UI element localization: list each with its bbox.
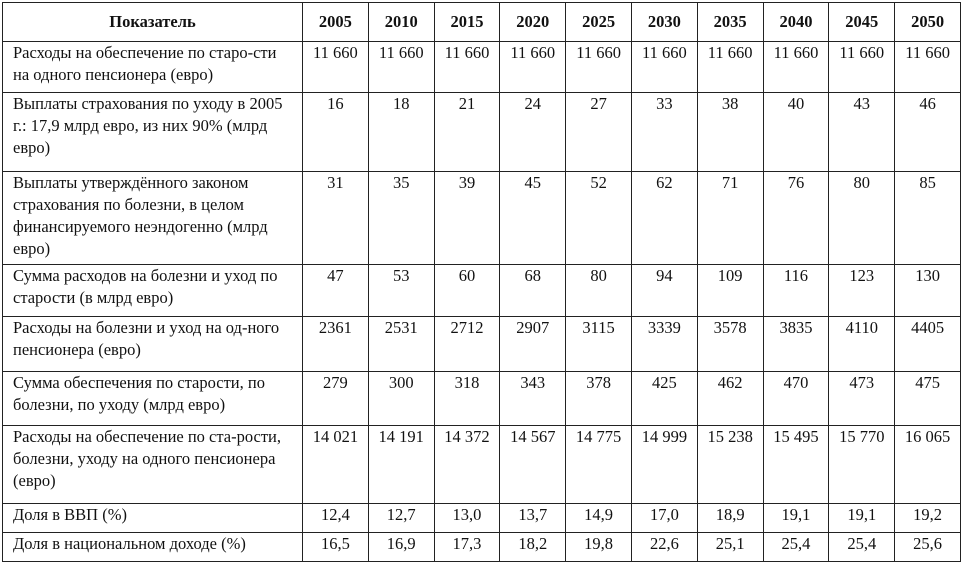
- table-row: [3, 533, 961, 562]
- table-cell: 76: [763, 172, 829, 265]
- table-cell: 19,1: [829, 504, 895, 533]
- row-label: Расходы на обеспечение по ста-рости, болезни, уходу на одного пенсионера (евро): [3, 426, 303, 504]
- table-row: [3, 504, 961, 533]
- table-cell: 14 372: [434, 426, 500, 504]
- table-cell: 11 660: [368, 42, 434, 93]
- table-cell: 47: [303, 265, 369, 317]
- table-cell: 19,8: [566, 533, 632, 562]
- table-row: [3, 317, 961, 372]
- table-cell: 38: [697, 93, 763, 172]
- header-year: 2045: [829, 3, 895, 42]
- table-cell: 25,6: [895, 533, 961, 562]
- table-cell: 18,9: [697, 504, 763, 533]
- table-row: [3, 265, 961, 317]
- table-cell: 19,1: [763, 504, 829, 533]
- table-cell: 462: [697, 372, 763, 426]
- table-cell: 470: [763, 372, 829, 426]
- table-cell: 11 660: [829, 42, 895, 93]
- table-cell: 14 191: [368, 426, 434, 504]
- table-cell: 2531: [368, 317, 434, 372]
- table-cell: 62: [631, 172, 697, 265]
- table-cell: 35: [368, 172, 434, 265]
- table-cell: 11 660: [303, 42, 369, 93]
- table-cell: 16,5: [303, 533, 369, 562]
- table-cell: 4110: [829, 317, 895, 372]
- table-cell: 80: [829, 172, 895, 265]
- table-cell: 85: [895, 172, 961, 265]
- table-cell: 11 660: [566, 42, 632, 93]
- table-cell: 15 495: [763, 426, 829, 504]
- table-cell: 52: [566, 172, 632, 265]
- table-cell: 3835: [763, 317, 829, 372]
- table-cell: 16: [303, 93, 369, 172]
- table-cell: 378: [566, 372, 632, 426]
- table-row: [3, 93, 961, 172]
- table-cell: 11 660: [697, 42, 763, 93]
- table-cell: 12,7: [368, 504, 434, 533]
- row-label: Выплаты страхования по уходу в 2005 г.: 17,9 млрд евро, из них 90% (млрд евро): [3, 93, 303, 172]
- table-cell: 473: [829, 372, 895, 426]
- table-cell: 14 021: [303, 426, 369, 504]
- row-label: Расходы на болезни и уход на од-ного пенсионера (евро): [3, 317, 303, 372]
- table-cell: 14 567: [500, 426, 566, 504]
- table-cell: 15 238: [697, 426, 763, 504]
- table-row: [3, 172, 961, 265]
- row-label: Сумма обеспечения по старости, по болезни, по уходу (млрд евро): [3, 372, 303, 426]
- table-cell: 16 065: [895, 426, 961, 504]
- data-table: [2, 2, 961, 562]
- table-cell: 53: [368, 265, 434, 317]
- table-cell: 24: [500, 93, 566, 172]
- table-cell: 15 770: [829, 426, 895, 504]
- header-year: 2010: [368, 3, 434, 42]
- header-year: 2040: [763, 3, 829, 42]
- table-cell: 3115: [566, 317, 632, 372]
- table-cell: 25,4: [763, 533, 829, 562]
- table-cell: 68: [500, 265, 566, 317]
- header-year: 2035: [697, 3, 763, 42]
- row-label: Доля в национальном доходе (%): [3, 533, 303, 562]
- table-cell: 130: [895, 265, 961, 317]
- table-cell: 123: [829, 265, 895, 317]
- table-cell: 80: [566, 265, 632, 317]
- table-row: [3, 426, 961, 504]
- table-cell: 4405: [895, 317, 961, 372]
- table-cell: 18: [368, 93, 434, 172]
- row-label: Выплаты утверждённого законом страхования по болезни, в целом финансируемого неэндогенно (млрд евро): [3, 172, 303, 265]
- table-cell: 14 999: [631, 426, 697, 504]
- header-row: [3, 3, 961, 42]
- table-cell: 39: [434, 172, 500, 265]
- table-row: [3, 42, 961, 93]
- table-cell: 33: [631, 93, 697, 172]
- table-cell: 11 660: [631, 42, 697, 93]
- table-cell: 109: [697, 265, 763, 317]
- table-cell: 13,7: [500, 504, 566, 533]
- table-cell: 16,9: [368, 533, 434, 562]
- table-cell: 18,2: [500, 533, 566, 562]
- table-cell: 46: [895, 93, 961, 172]
- table-cell: 17,0: [631, 504, 697, 533]
- table-cell: 12,4: [303, 504, 369, 533]
- row-label: Сумма расходов на болезни и уход по старости (в млрд евро): [3, 265, 303, 317]
- table-cell: 25,1: [697, 533, 763, 562]
- table-cell: 2361: [303, 317, 369, 372]
- table-cell: 2907: [500, 317, 566, 372]
- table-cell: 2712: [434, 317, 500, 372]
- table-cell: 17,3: [434, 533, 500, 562]
- table-cell: 45: [500, 172, 566, 265]
- row-label: Доля в ВВП (%): [3, 504, 303, 533]
- table-cell: 11 660: [434, 42, 500, 93]
- table-cell: 318: [434, 372, 500, 426]
- table-cell: 21: [434, 93, 500, 172]
- table-cell: 40: [763, 93, 829, 172]
- table-cell: 31: [303, 172, 369, 265]
- table-cell: 425: [631, 372, 697, 426]
- table-cell: 279: [303, 372, 369, 426]
- table-cell: 11 660: [500, 42, 566, 93]
- table-cell: 11 660: [763, 42, 829, 93]
- table-cell: 475: [895, 372, 961, 426]
- table-cell: 13,0: [434, 504, 500, 533]
- header-year: 2015: [434, 3, 500, 42]
- table-cell: 19,2: [895, 504, 961, 533]
- table-row: [3, 372, 961, 426]
- header-year: 2030: [631, 3, 697, 42]
- header-year: 2020: [500, 3, 566, 42]
- header-indicator: Показатель: [3, 3, 303, 42]
- table-header: [3, 3, 961, 42]
- table-cell: 27: [566, 93, 632, 172]
- table-cell: 71: [697, 172, 763, 265]
- table-cell: 94: [631, 265, 697, 317]
- table-cell: 300: [368, 372, 434, 426]
- table-cell: 3339: [631, 317, 697, 372]
- table-cell: 14,9: [566, 504, 632, 533]
- header-year: 2005: [303, 3, 369, 42]
- table-cell: 14 775: [566, 426, 632, 504]
- row-label: Расходы на обеспечение по старо-сти на одного пенсионера (евро): [3, 42, 303, 93]
- header-year: 2025: [566, 3, 632, 42]
- table-cell: 43: [829, 93, 895, 172]
- table-cell: 343: [500, 372, 566, 426]
- table-cell: 22,6: [631, 533, 697, 562]
- table-cell: 3578: [697, 317, 763, 372]
- table-cell: 11 660: [895, 42, 961, 93]
- table-cell: 60: [434, 265, 500, 317]
- table-cell: 116: [763, 265, 829, 317]
- table-body: [3, 42, 961, 562]
- table-cell: 25,4: [829, 533, 895, 562]
- header-year: 2050: [895, 3, 961, 42]
